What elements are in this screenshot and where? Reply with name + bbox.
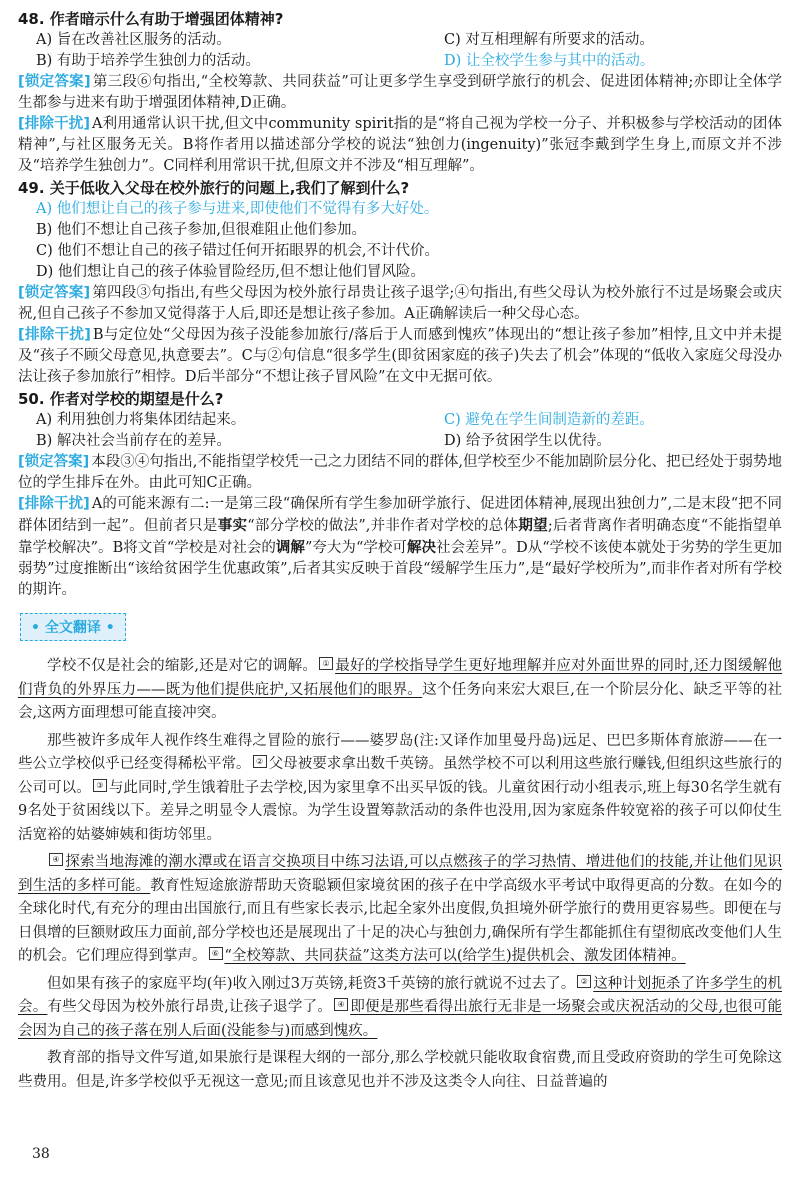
answer-text: 第三段⑥句指出,“全校筹款、共同获益”可让更多学生享受到研学旅行的机会、促进团体精神;亦即让全体学生都参与进来有助于增强团体精神,D正确。 [18,74,782,111]
option-50-b: B) 解决社会当前存在的差异。 [36,433,231,449]
emphasis-expectation: 期望 [518,517,548,534]
question-50-options [18,410,782,452]
option-49-c: C) 他们不想让自己的孩子错过任何开拓眼界的机会,不计代价。 [36,243,439,259]
question-49-title: 49. 关于低收入父母在校外旅行的问题上,我们了解到什么? [18,179,410,197]
underlined-text: 最好的学校指导学生更好地理解并应对外面世界的同时,还力图缓解他们背负的外界压力——既为他们提供庇护,又拓展他们的眼界。 [18,658,783,698]
distractor-text-2: “部分学校的做法”,并非作者对学校的总体 [247,518,519,534]
translation-paragraph-2 [18,730,782,848]
distractor-text-4: ”夸大为“学校可 [304,540,407,556]
answer-48 [18,72,782,114]
answer-50 [18,452,782,494]
option-49-d: D) 他们想让自己的孩子体验冒险经历,但不想让他们冒风险。 [36,264,425,280]
question-48-title: 48. 作者暗示什么有助于增强团体精神? [18,10,284,28]
question-49-options [18,199,782,283]
sentence-marker: ② [253,755,267,768]
question-50-title: 50. 作者对学校的期望是什么? [18,390,224,408]
distractor-50 [18,494,782,601]
option-50-c-correct: C) 避免在学生间制造新的差距。 [444,412,654,428]
underlined-text: 即便是那些看得出旅行无非是一场聚会或庆祝活动的父母,也很可能会因为自己的孩子落在别人后面(没能参与)而感到愧疚。 [18,999,782,1039]
translation-paragraph-1 [18,655,782,726]
emphasis-fact: 事实 [217,517,248,534]
underlined-text: 探索当地海滩的潮水潭或在语言交换项目中练习法语,可以点燃孩子的学习热情、增进他们的技能,并让他们见识到生活的多样可能。 [18,854,782,894]
answer-tag: [锁定答案] [18,74,91,90]
option-49-b: B) 他们不想让自己孩子参加,但很难阻止他们参加。 [36,222,367,238]
translation-text: 有些父母因为校外旅行昂贵,让孩子退学了。 [47,999,333,1015]
sentence-marker: ⑥ [209,947,223,960]
distractor-text-3: ;后者背离作者明确态度“不能指望单靠学校解决”。B将文首“学校是对社会的 [18,518,783,556]
translation-text: 学校不仅是社会的缩影,还是对它的调解。 [47,658,318,674]
option-48-a: A) 旨在改善社区服务的活动。 [36,32,231,48]
option-49-a-correct: A) 他们想让自己的孩子参与进来,即使他们不觉得有多大好处。 [36,201,439,217]
distractor-text: B与定位处“父母因为孩子没能参加旅行/落后于人而感到愧疚”体现出的“想让孩子参加”相悖,且文中并未提及“孩子不顾父母意见,执意要去”。C与②句信息“很多学生(即贫困家庭的孩子)失去了机会”体现的“低收入家庭父母没办法让孩子参加旅行”相悖。D后半部分“不想让孩子冒风险”在文中无据可依。 [18,327,782,385]
translation-paragraph-5 [18,1047,782,1094]
section-title: • 全文翻译 • [20,613,126,641]
emphasis-mediation: 调解 [275,539,305,556]
page-number: 38 [32,1146,50,1162]
sentence-marker: ③ [93,779,107,792]
translation-text: 教育部的指导文件写道,如果旅行是课程大纲的一部分,那么学校就只能收取食宿费,而且受政府资助的学生可免除这些费用。但是,许多学校似乎无视这一意见;而且该意见也并不涉及这类令人向往、日益普遍的 [18,1050,782,1090]
translation-text: 这个任务向来宏大艰巨,在一个阶层分化、缺乏平等的社会,这两方面理想可能直接冲突。 [18,681,783,721]
distractor-text-5: 社会差异”。D从“学校不该使本就处于劣势的学生更加弱势”过度推断出“该给贫困学生优惠政策”,后者其实反映于首段“缓解学生压力”,是“最好学校所为”,而非作者对所有学校的期许。 [18,540,783,598]
sentence-marker: ② [577,975,591,988]
sentence-marker: ④ [49,853,63,866]
answer-text: 第四段③句指出,有些父母因为校外旅行昂贵让孩子退学;④句指出,有些父母认为校外旅行不过是场聚会或庆祝,但自己孩子不参加又觉得落于人后,即还是想让孩子参加。A正确解读后一种父母心态。 [18,285,782,322]
distractor-text: A利用通常认识干扰,但文中community spirit指的是“将自己视为学校一分子、并积极参与学校活动的团体精神”,与社区服务无关。B将作者用以描述部分学校的说法“独创力(ingenuity)”张冠李戴到学生身上,而原文并不涉及“培养学生独创力”。C同样利用常识干扰,但原文并不涉及“相互理解”。 [18,116,782,174]
question-48-options [18,30,782,72]
translation-text: 教育性短途旅游帮助天资聪颖但家境贫困的孩子在中学高级水平考试中取得更高的分数。在如今的全球化时代,有充分的理由出国旅行,而且有些家长表示,比起全家外出度假,负担境外研学旅行的费用更容易些。即便在与日俱增的巨额财政压力面前,部分学校也还是展现出了十足的决心与独创力,确保所有学生都能抓住有望彻底改变他们人生的机会。它们理应得到掌声。 [18,877,782,964]
distractor-text-1: A的可能来源有二:一是第三段“确保所有学生参加研学旅行、促进团体精神,展现出独创力”,二是末段“把不同群体团结到一起”。但前者只是 [18,496,782,534]
page-content [18,8,782,1098]
section-heading [20,613,782,641]
option-48-c: C) 对互相理解有所要求的活动。 [444,32,654,48]
option-50-a: A) 利用独创力将集体团结起来。 [36,412,246,428]
emphasis-solve: 解决 [406,539,437,556]
translation-text: 但如果有孩子的家庭平均(年)收入刚过3万英镑,耗资3千英镑的旅行就说不过去了。 [47,975,576,992]
answer-tag: [锁定答案] [18,454,90,470]
distractor-49 [18,325,782,388]
translation-paragraph-3 [18,851,782,969]
distractor-48 [18,114,782,177]
answer-text: 本段③④句指出,不能指望学校凭一己之力团结不同的群体,但学校至少不能加剧阶层分化、把已经处于弱势地位的学生排斥在外。由此可知C正确。 [18,454,782,491]
distractor-tag: [排除干扰] [18,327,91,343]
underlined-text: “全校筹款、共同获益”这类方法可以(给学生)提供机会、激发团体精神。 [224,948,686,964]
translation-text: 与此同时,学生饿着肚子去学校,因为家里拿不出买早饭的钱。儿童贫困行动小组表示,班上每30名学生就有9名处于贫困线以下。差异之明显令人震惊。为学生设置筹款活动的条件也没用,因为家庭条件较宽裕的孩子可以仰仗生活宽裕的姑婆婶姨和街坊邻里。 [18,779,783,843]
sentence-marker: ① [319,657,333,670]
translation-text: 那些被许多成年人视作终生难得之冒险的旅行——婆罗岛(注:又译作加里曼丹岛)远足、巴巴多斯体育旅游——在一些公立学校似乎已经变得稀松平常。 [18,732,782,772]
option-48-b: B) 有助于培养学生独创力的活动。 [36,53,260,69]
translation-text: 父母被要求拿出数千英镑。虽然学校不可以利用这些旅行赚钱,但组织这些旅行的公司可以。 [18,756,783,796]
underlined-text: 这种计划扼杀了许多学生的机会。 [18,975,782,1015]
translation-paragraph-4 [18,973,782,1044]
distractor-tag: [排除干扰] [18,116,90,132]
distractor-tag: [排除干扰] [18,496,90,512]
option-48-d-correct: D) 让全校学生参与其中的活动。 [444,53,655,69]
answer-49 [18,283,782,325]
option-50-d: D) 给予贫困学生以优待。 [444,433,611,449]
answer-tag: [锁定答案] [18,285,91,301]
sentence-marker: ④ [334,998,348,1011]
